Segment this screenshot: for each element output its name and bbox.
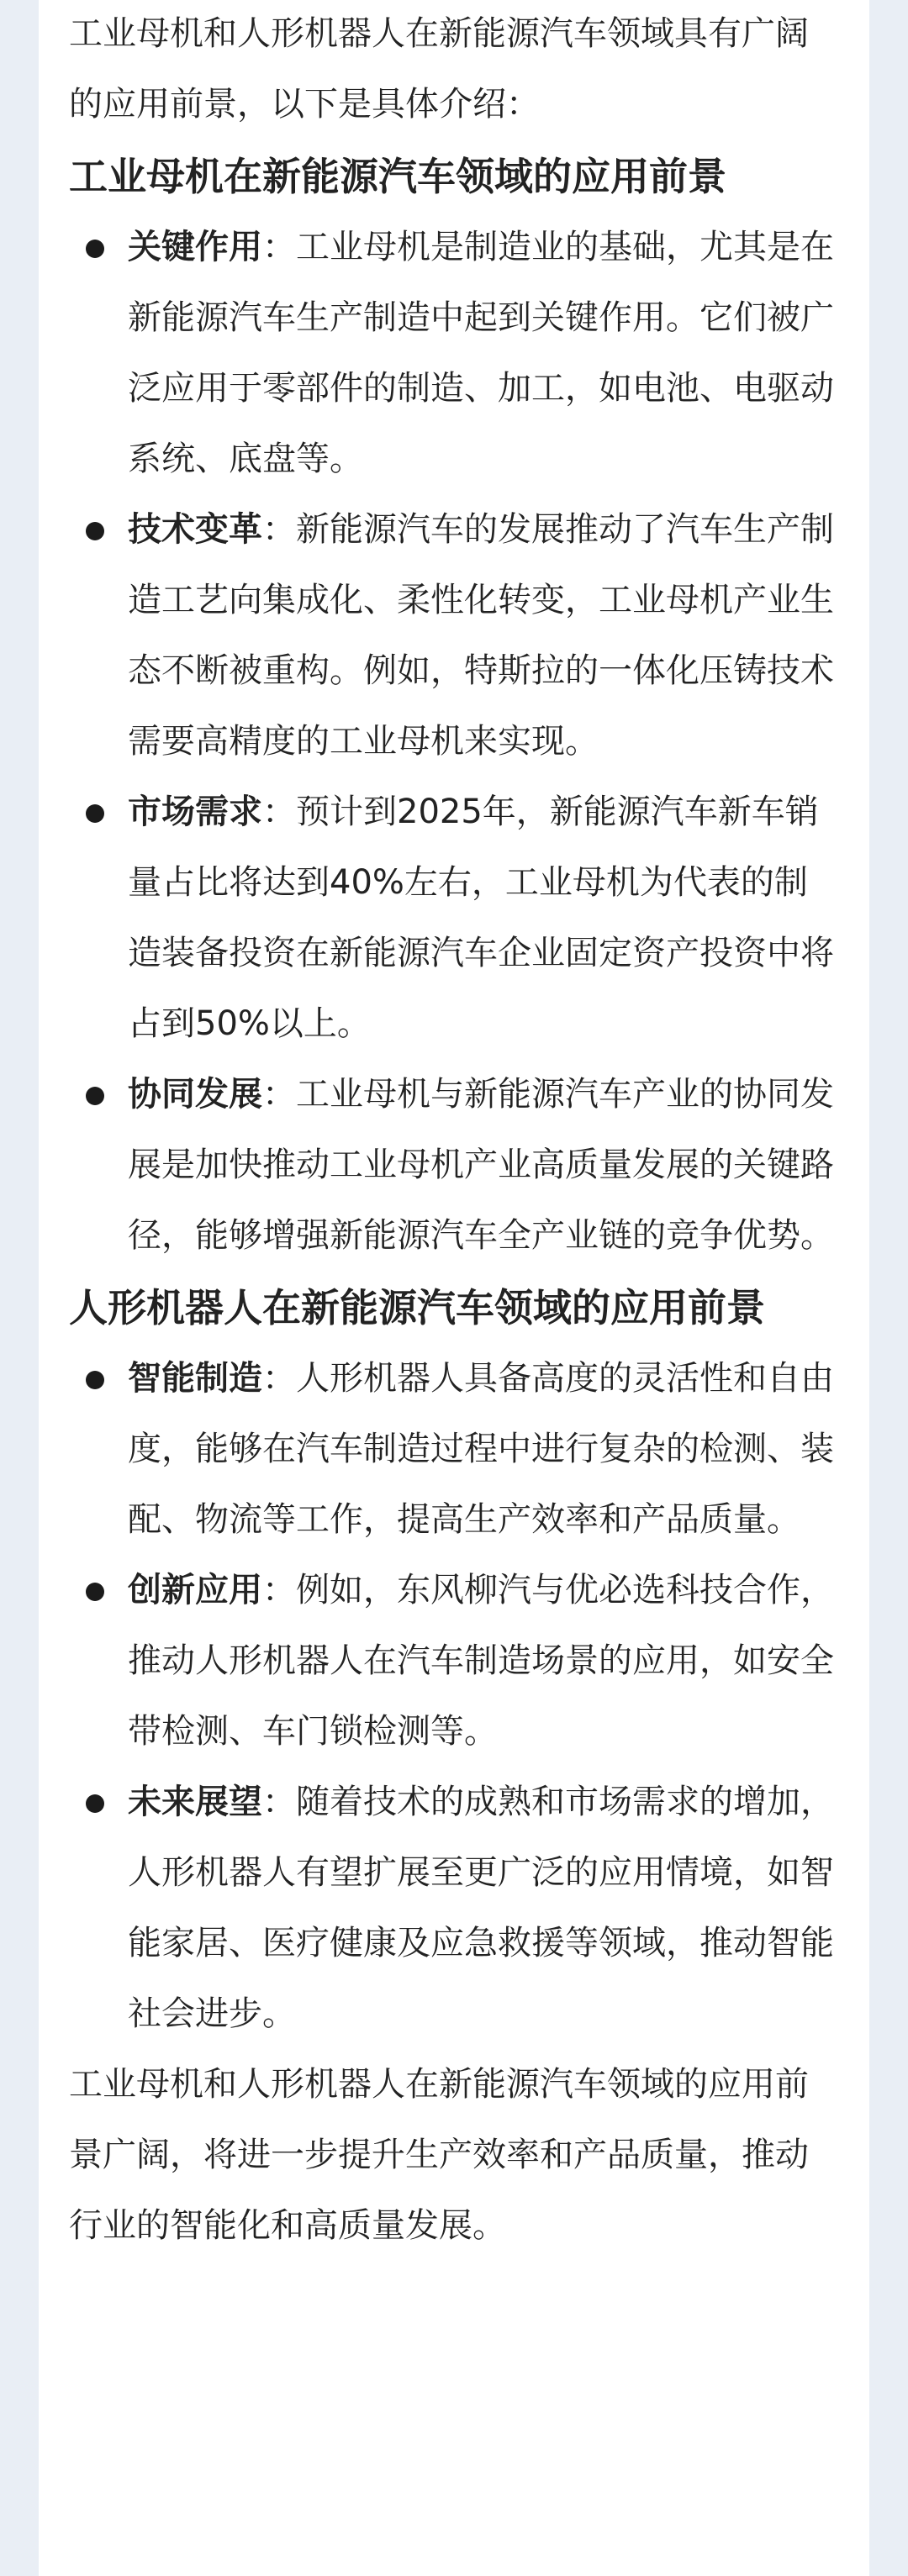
bullet-dot-icon bbox=[86, 522, 104, 540]
conclusion-paragraph: 工业母机和人形机器人在新能源汽车领域的应用前景广阔，将进一步提升生产效率和产品质量，推动行业的智能化和高质量发展。 bbox=[69, 2065, 809, 2245]
message-card bbox=[39, 0, 869, 2576]
item-term: 市场需求 bbox=[128, 793, 262, 831]
item-text: ：人形机器人具备高度的灵活性和自由度，能够在汽车制造过程中进行复杂的检测、装配、物流等工作，提高生产效率和产品质量。 bbox=[128, 1359, 834, 1539]
bullet-dot-icon bbox=[86, 1087, 104, 1105]
bullet-list-machine-tools bbox=[69, 212, 839, 1271]
item-term: 未来展望 bbox=[128, 1783, 262, 1821]
item-term: 创新应用 bbox=[128, 1571, 262, 1609]
list-item bbox=[69, 1059, 839, 1271]
intro-paragraph: 工业母机和人形机器人在新能源汽车领域具有广阔的应用前景，以下是具体介绍： bbox=[69, 14, 809, 124]
list-item bbox=[69, 1555, 839, 1767]
list-item bbox=[69, 1343, 839, 1555]
item-text: ：预计到2025年，新能源汽车新车销量占比将达到40%左右，工业母机为代表的制造装备投资在新能源汽车企业固定资产投资中将占到50%以上。 bbox=[128, 793, 834, 1043]
bullet-dot-icon bbox=[86, 1583, 104, 1601]
item-text: ：工业母机与新能源汽车产业的协同发展是加快推动工业母机产业高质量发展的关键路径，能够增强新能源汽车全产业链的竞争优势。 bbox=[128, 1075, 834, 1255]
list-item bbox=[69, 494, 839, 777]
bullet-dot-icon bbox=[86, 240, 104, 258]
list-item bbox=[69, 777, 839, 1059]
item-term: 协同发展 bbox=[128, 1075, 262, 1114]
bullet-dot-icon bbox=[86, 804, 104, 823]
bullet-list-humanoid-robots bbox=[69, 1343, 839, 2049]
list-item bbox=[69, 1767, 839, 2049]
item-text: ：新能源汽车的发展推动了汽车生产制造工艺向集成化、柔性化转变，工业母机产业生态不断被重构。例如，特斯拉的一体化压铸技术需要高精度的工业母机来实现。 bbox=[128, 510, 834, 761]
bullet-dot-icon bbox=[86, 1794, 104, 1813]
item-term: 关键作用 bbox=[128, 228, 262, 266]
item-term: 智能制造 bbox=[128, 1359, 262, 1398]
list-item bbox=[69, 212, 839, 494]
section-heading-machine-tools: 工业母机在新能源汽车领域的应用前景 bbox=[69, 154, 726, 199]
item-text: ：随着技术的成熟和市场需求的增加，人形机器人有望扩展至更广泛的应用情境，如智能家居、医疗健康及应急救援等领域，推动智能社会进步。 bbox=[128, 1783, 834, 2033]
section-heading-humanoid-robots: 人形机器人在新能源汽车领域的应用前景 bbox=[69, 1285, 765, 1330]
message-content bbox=[69, 0, 839, 2261]
item-text: ：工业母机是制造业的基础，尤其是在新能源汽车生产制造中起到关键作用。它们被广泛应用于零部件的制造、加工，如电池、电驱动系统、底盘等。 bbox=[128, 228, 834, 478]
item-term: 技术变革 bbox=[128, 510, 262, 549]
bullet-dot-icon bbox=[86, 1371, 104, 1389]
item-text: ：例如，东风柳汽与优必选科技合作，推动人形机器人在汽车制造场景的应用，如安全带检测、车门锁检测等。 bbox=[128, 1571, 834, 1751]
